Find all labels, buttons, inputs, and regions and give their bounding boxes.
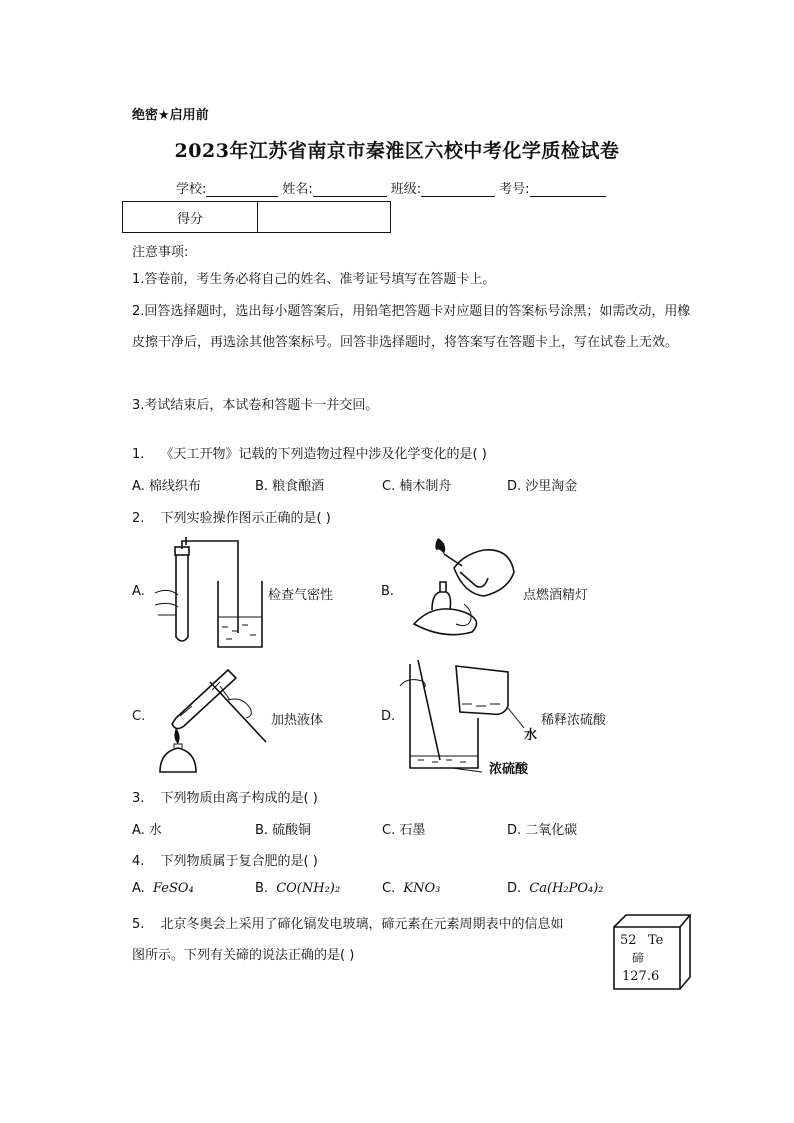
school-field[interactable] (206, 182, 278, 197)
atomic-mass: 127.6 (622, 969, 660, 984)
q4-option-b[interactable] (255, 881, 340, 896)
question-number: 4. (132, 854, 145, 869)
class-field[interactable] (421, 182, 495, 197)
question-number: 2. (132, 511, 145, 526)
q1-option-b[interactable]: B. 粮食酿酒 (255, 479, 325, 494)
option-formula: CO(NH₂)₂ (276, 881, 341, 896)
element-tile (612, 913, 692, 991)
q1-option-c[interactable]: C. 楠木制舟 (382, 479, 452, 494)
question-number: 3. (132, 791, 145, 806)
notice-item-3: 3.考试结束后，本试卷和答题卡一并交回。 (132, 398, 379, 413)
q2-option-a-letter[interactable]: A. (132, 584, 145, 599)
question-2-stem (132, 507, 331, 526)
student-info-row (176, 178, 610, 197)
notice-item-2: 2.回答选择题时，选出每小题答案后，用铅笔把答题卡对应题目的答案标号涂黑；如需改动，用橡皮擦干净后，再选涂其他答案标号。回答非选择题时，将答案写在答题卡上，写在试卷上无效。 (132, 304, 691, 350)
q2-option-c-caption: 加热液体 (271, 713, 324, 728)
element-name: 碲 (632, 951, 645, 965)
q2-option-d-caption: 稀释浓硫酸 (541, 713, 607, 728)
exam-number-field[interactable] (530, 182, 606, 197)
class-label: 班级: (390, 182, 422, 197)
element-symbol: Te (648, 933, 664, 948)
q2-option-c-letter[interactable]: C. (132, 709, 146, 724)
exam-number-label: 考号: (499, 182, 530, 197)
q2-option-d-letter[interactable]: D. (381, 709, 396, 724)
q3-option-d[interactable]: D. 二氧化碳 (507, 823, 578, 838)
q1-option-d[interactable]: D. 沙里淘金 (507, 479, 578, 494)
q4-option-a[interactable] (132, 881, 194, 896)
q1-option-a[interactable]: A. 棉线织布 (132, 479, 201, 494)
q3-option-c[interactable]: C. 石墨 (382, 823, 426, 838)
q2-option-a-caption: 检查气密性 (268, 588, 334, 603)
alcohol-lamp-lighting-figure (404, 532, 522, 644)
option-letter: D. (507, 881, 522, 896)
question-number: 1. (132, 447, 145, 462)
option-letter: A. (132, 881, 145, 896)
atomic-number: 52 (620, 933, 637, 948)
name-field[interactable] (313, 182, 387, 197)
score-label: 得分 (123, 202, 258, 233)
q2-option-b-caption: 点燃酒精灯 (523, 588, 589, 603)
water-label: 水 (524, 728, 538, 743)
q3-option-a[interactable]: A. 水 (132, 823, 162, 838)
option-letter: B. (255, 881, 269, 896)
question-5-stem-line1 (132, 913, 564, 932)
score-value-cell[interactable] (258, 202, 391, 233)
question-text: 下列实验操作图示正确的是( ) (160, 511, 331, 526)
page-title: 2023年江苏省南京市秦淮区六校中考化学质检试卷 (174, 140, 620, 162)
option-formula: FeSO₄ (152, 881, 194, 896)
option-letter: C. (382, 881, 396, 896)
question-1-stem (132, 443, 487, 462)
question-text: 《天工开物》记载的下列造物过程中涉及化学变化的是( ) (160, 447, 487, 462)
q2-option-b-letter[interactable]: B. (381, 584, 395, 599)
notice-heading: 注意事项: (132, 245, 189, 260)
q3-option-b[interactable]: B. 硫酸铜 (255, 823, 312, 838)
q4-option-d[interactable] (507, 881, 604, 896)
question-3-stem (132, 787, 318, 806)
option-formula: Ca(H₂PO₄)₂ (529, 881, 604, 896)
question-number: 5. (132, 917, 145, 932)
question-text: 下列物质属于复合肥的是( ) (160, 854, 318, 869)
option-formula: KNO₃ (403, 881, 441, 896)
question-text: 北京冬奥会上采用了碲化镉发电玻璃，碲元素在元素周期表中的信息如 (160, 917, 564, 932)
airtightness-check-figure (150, 535, 265, 650)
concentrated-acid-label: 浓硫酸 (489, 762, 529, 777)
question-text: 下列物质由离子构成的是( ) (160, 791, 318, 806)
question-4-stem (132, 850, 318, 869)
notice-item-1: 1.答卷前，考生务必将自己的姓名、准考证号填写在答题卡上。 (132, 272, 496, 287)
school-label: 学校: (176, 182, 207, 197)
score-table (122, 201, 391, 233)
q4-option-c[interactable] (382, 881, 440, 896)
confidential-label: 绝密★启用前 (132, 108, 209, 123)
heating-liquid-figure (150, 660, 268, 778)
question-5-stem-line2: 图所示。下列有关碲的说法正确的是( ) (132, 948, 355, 963)
name-label: 姓名: (282, 182, 313, 197)
